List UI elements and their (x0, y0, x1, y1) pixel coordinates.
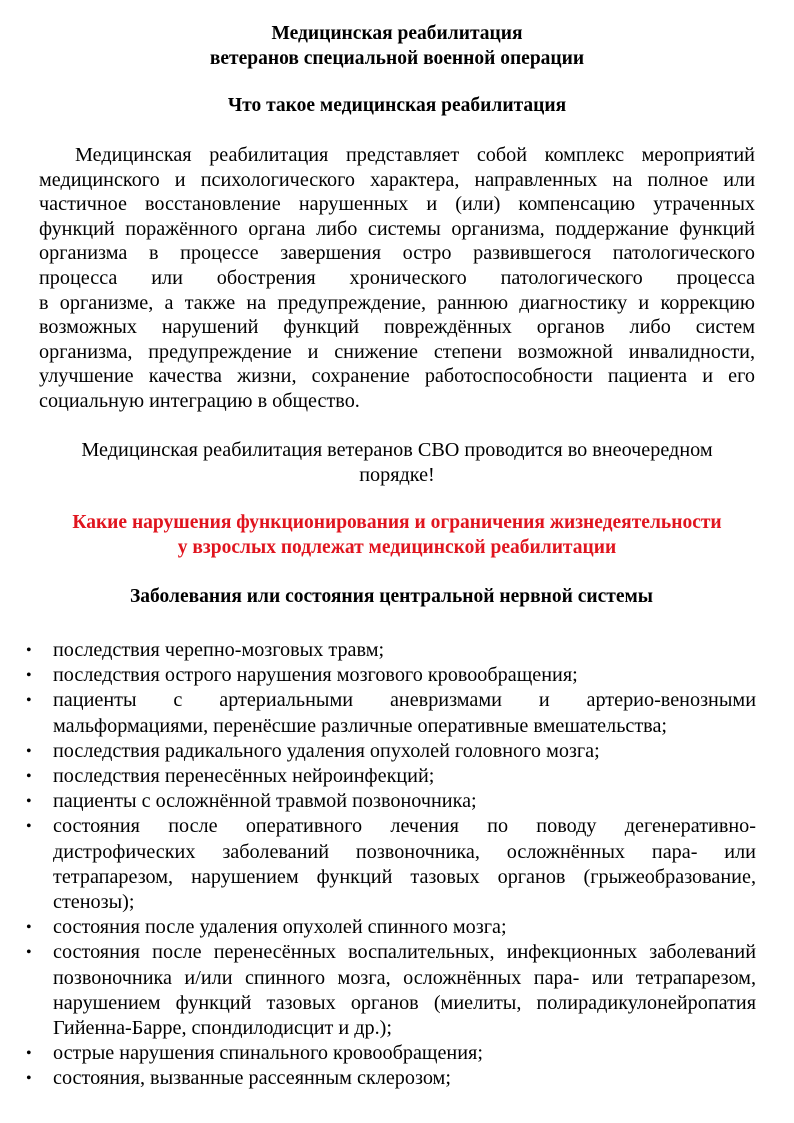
list-item (24, 638, 756, 663)
bullet-icon: • (26, 642, 32, 659)
list-item (24, 1066, 756, 1091)
paragraph-line: возможных нарушений функций повреждённых органов либо систем (39, 316, 755, 339)
conditions-list (24, 638, 756, 1092)
list-item-line: последствия перенесённых нейроинфекций; (53, 765, 435, 788)
list-item (24, 789, 756, 814)
list-item-line: последствия черепно-мозговых травм; (53, 639, 385, 661)
list-item-line: острые нарушения спинального кровообращения; (53, 1042, 483, 1065)
list-item (24, 1041, 756, 1066)
intro-paragraph (39, 143, 755, 414)
bullet-icon: • (26, 793, 32, 811)
bullet-icon: • (26, 1045, 32, 1063)
paragraph-line: медицинского и психологического характера, направленных на полное или (39, 168, 755, 191)
list-item (24, 940, 756, 1041)
bullet-icon: • (26, 768, 32, 786)
list-item-line: тетрапарезом, нарушением функций тазовых органов (грыжеобразование, (53, 865, 756, 888)
title-line: ветеранов специальной военной операции (209, 48, 585, 69)
notice-line: Медицинская реабилитация ветеранов СВО проводится во внеочередном (81, 439, 713, 461)
document-title (0, 21, 794, 71)
title-line: Медицинская реабилитация (271, 23, 523, 44)
list-item-line: стенозы); (53, 891, 135, 914)
paragraph-line: организма в процессе завершения остро развившегося патологического (39, 242, 755, 265)
list-item-line: пациенты с артериальными аневризмами и артерио-венозными (53, 689, 756, 712)
list-item (24, 688, 756, 738)
list-item-line: мальформациями, перенёсшие различные оперативные вмешательства; (53, 714, 668, 737)
bullet-icon: • (26, 667, 32, 685)
list-item-line: нарушением функций тазовых органов (миелиты, полирадикулонейропатия (53, 991, 756, 1014)
list-item (24, 663, 756, 688)
list-item (24, 739, 756, 764)
paragraph-line: улучшение качества жизни, сохранение работоспособности пациента и его (39, 365, 755, 388)
bullet-icon: • (26, 692, 32, 710)
bullet-icon: • (26, 919, 32, 937)
bullet-icon: • (26, 944, 32, 962)
red-heading (0, 511, 794, 560)
bullet-icon: • (26, 1070, 32, 1088)
list-item (24, 915, 756, 940)
bullet-icon: • (26, 818, 32, 836)
subsection-title: Заболевания или состояния центральной нервной системы (130, 586, 653, 607)
red-heading-line: у взрослых подлежат медицинской реабилитации (177, 536, 617, 558)
list-item-line: состояния после перенесённых воспалительных, инфекционных заболеваний (53, 941, 756, 964)
paragraph-line: функций поражённого органа либо системы организма, поддержание функций (39, 217, 755, 240)
priority-notice (0, 438, 794, 488)
list-item-line: пациенты с осложнённой травмой позвоночника; (53, 790, 477, 813)
bullet-icon: • (26, 742, 32, 760)
red-heading-line: Какие нарушения функционирования и ограничения жизнедеятельности (72, 512, 722, 533)
notice-line: порядке! (359, 464, 435, 486)
paragraph-line: процесса или обострения хронического патологического процесса (39, 266, 755, 289)
paragraph-line: в организме, а также на предупреждение, раннюю диагностику и коррекцию (39, 291, 755, 314)
list-item-line: последствия острого нарушения мозгового кровообращения; (53, 664, 578, 687)
list-item-line: состояния, вызванные рассеянным склерозом; (53, 1067, 451, 1090)
paragraph-line: частичное восстановление нарушенных и (или) компенсацию утраченных (39, 193, 755, 216)
paragraph-line: социальную интеграцию в общество. (39, 389, 360, 412)
paragraph-line: организма, предупреждение и снижение степени возможной инвалидности, (39, 340, 755, 363)
list-item-line: состояния после оперативного лечения по поводу дегенеративно- (53, 815, 756, 838)
list-item-line: последствия радикального удаления опухолей головного мозга; (53, 739, 600, 762)
list-item-line: дистрофических заболеваний позвоночника, осложнённых пара- или (53, 840, 756, 863)
paragraph-line: Медицинская реабилитация представляет собой комплекс мероприятий (75, 144, 755, 166)
list-item-line: состояния после удаления опухолей спинного мозга; (53, 916, 507, 939)
list-item (24, 764, 756, 789)
list-item-line: позвоночника и/или спинного мозга, осложнённых пара- или тетрапарезом, (53, 966, 756, 989)
list-item-line: Гийенна-Барре, спондилодисцит и др.); (53, 1017, 392, 1040)
section-title: Что такое медицинская реабилитация (227, 95, 567, 116)
list-item (24, 814, 756, 915)
